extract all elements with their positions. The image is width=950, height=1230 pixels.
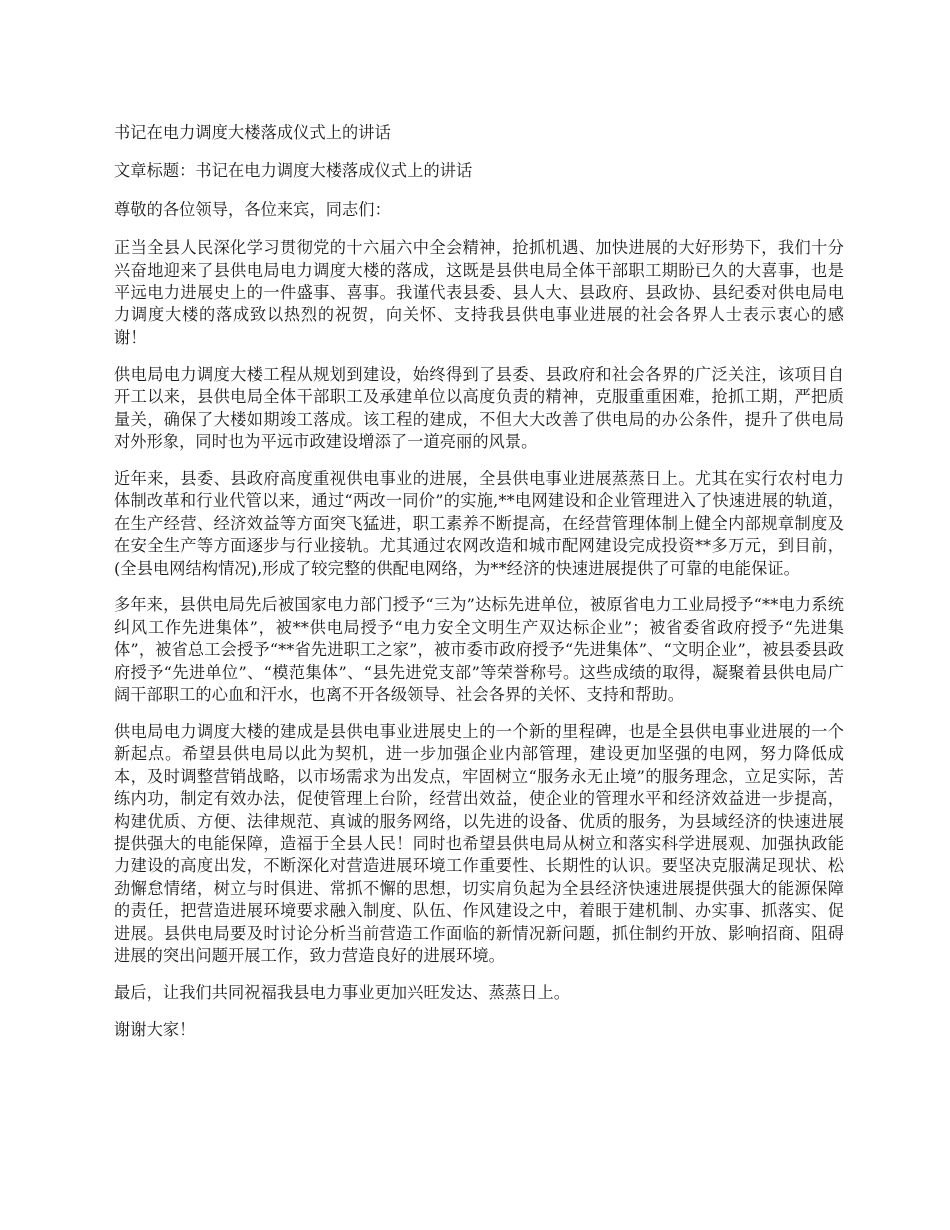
paragraph: 供电局电力调度大楼的建成是县供电事业进展史上的一个新的里程碑，也是全县供电事业进展的一个新起点。希望县供电局以此为契机，进一步加强企业内部管理，建设更加坚强的电网，努力降低成本，及时调整营销战略，以市场需求为出发点，牢固树立“服务永无止境”的服务理念，立足实际，苦练内功，制定有效办法，促使管理上台阶，经营出效益，使企业的管理水平和经济效益进一步提高，构建优质、方便、法律规范、真诚的服务网络，以先进的设备、优质的服务，为县域经济的快速进展提供强大的电能保障，造福于全县人民！同时也希望县供电局从树立和落实科学进展观、加强执政能力建设的高度出发，不断深化对营造进展环境工作重要性、长期性的认识。要坚决克服满足现状、松劲懈怠情绪，树立与时俱进、常抓不懈的思想，切实肩负起为全县经济快速进展提供强大的能源保障的责任，把营造进展环境要求融入制度、队伍、作风建设之中，着眼于建机制、办实事、抓落实、促进展。县供电局要及时讨论分析当前营造工作面临的新情况新问题，抓住制约开放、影响招商、阻碍进展的突出问题开展工作，致力营造良好的进展环境。 [114,721,844,965]
paragraph: 正当全县人民深化学习贯彻党的十六届六中全会精神，抢抓机遇、加快进展的大好形势下，我们十分兴奋地迎来了县供电局电力调度大楼的落成，这既是县供电局全体干部职工期盼已久的大喜事，也是平远电力进展史上的一件盛事、喜事。我谨代表县委、县人大、县政府、县政协、县纪委对供电局电力调度大楼的落成致以热烈的祝贺，向关怀、支持我县供电事业进展的社会各界人士表示衷心的感谢！ [114,238,844,347]
article-title-line: 文章标题：书记在电力调度大楼落成仪式上的讲话 [114,161,473,181]
document-title: 书记在电力调度大楼落成仪式上的讲话 [114,123,391,142]
paragraph: 近年来，县委、县政府高度重视供电事业的进展，全县供电事业进展蒸蒸日上。尤其在实行农村电力体制改革和行业代管以来，通过“两改一同价”的实施,**电网建设和企业管理进入了快速进展的轨道，在生产经营、经济效益等方面突飞猛进，职工素养不断提高，在经营管理体制上健全内部规章制度及在安全生产等方面逐步与行业接轨。尤其通过农网改造和城市配网建设完成投资**多万元，到目前，(全县电网结构情况),形成了较完整的供配电网络，为**经济的快速进展提供了可靠的电能保证。 [114,468,844,578]
paragraph: 多年来，县供电局先后被国家电力部门授予“三为”达标先进单位，被原省电力工业局授予“**电力系统纠风工作先进集体”，被**供电局授予“电力安全文明生产双达标企业”；被省委省政府授予“先进集体”，被省总工会授予“**省先进职工之家”，被市委市政府授予“先进集体”、“文明企业”，被县委县政府授予“先进单位”、“模范集体”、“县先进党支部”等荣誉称号。这些成绩的取得，凝聚着县供电局广阔干部职工的心血和汗水，也离不开各级领导、社会各界的关怀、支持和帮助。 [114,595,844,705]
document-body [114,122,844,1057]
closing-line: 谢谢大家！ [114,1019,196,1039]
salutation: 尊敬的各位领导，各位来宾，同志们： [114,199,391,219]
paragraph: 供电局电力调度大楼工程从规划到建设，始终得到了县委、县政府和社会各界的广泛关注，该项目自开工以来，县供电局全体干部职工及承建单位以高度负责的精神，克服重重困难，抢抓工期，严把质量关，确保了大楼如期竣工落成。该工程的建成，不但大大改善了供电局的办公条件，提升了供电局对外形象，同时也为平远市政建设增添了一道亮丽的风景。 [114,364,844,451]
paragraph: 最后，让我们共同祝福我县电力事业更加兴旺发达、蒸蒸日上。 [114,982,571,1002]
